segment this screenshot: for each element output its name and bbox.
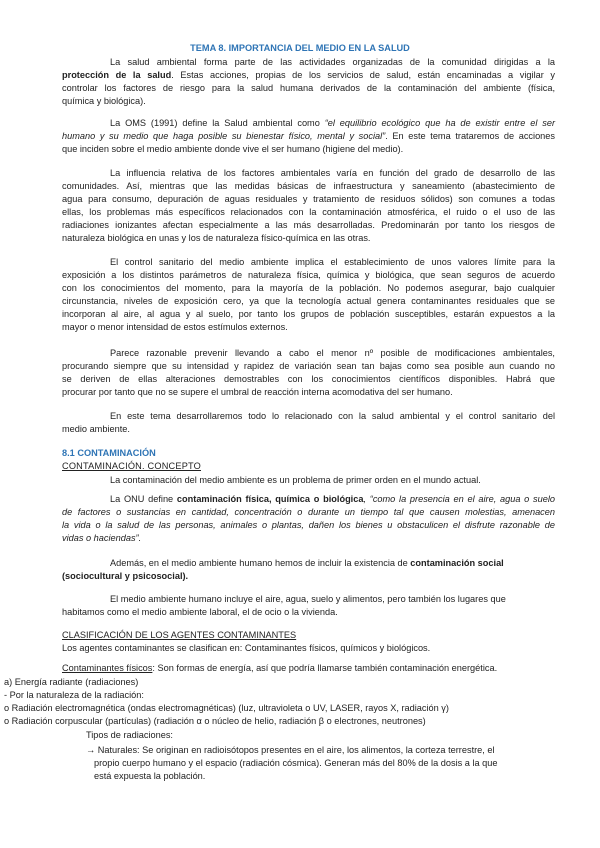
subheading-clasificacion: CLASIFICACIÓN DE LOS AGENTES CONTAMINANTES: [62, 630, 297, 640]
section-heading: 8.1 CONTAMINACIÓN: [62, 448, 156, 458]
page-title: TEMA 8. IMPORTANCIA DEL MEDIO EN LA SALUD: [190, 43, 410, 53]
list-item: Tipos de radiaciones:: [86, 730, 173, 740]
list-item: o Radiación electromagnética (ondas electromagnéticas) (luz, ultravioleta o UV, LASER, rayos X, radiación γ): [4, 703, 449, 713]
clasificacion-line: Los agentes contaminantes se clasifican en: Contaminantes físicos, químicos y biológicos.: [62, 643, 431, 653]
list-item: propio cuerpo humano y el espacio (radiación cósmica). Generan más del 80% de la dosis a la que: [94, 758, 498, 768]
list-item: - Por la naturaleza de la radiación:: [4, 690, 144, 700]
paragraph-contaminacion-intro: La contaminación del medio ambiente es un problema de primer orden en el mundo actual.: [110, 475, 481, 485]
list-item: está expuesta la población.: [94, 771, 206, 781]
document-page: TEMA 8. IMPORTANCIA DEL MEDIO EN LA SALUD La salud ambiental forma parte de las actividades organizadas de la comunidad dirigidas a la protección de la salud. Estas acciones, propias de los servicios de salud, están encaminadas a vigilar y controlar los factores de riesgo para la salud humana derivados de la contaminación del ambiente (física, química y biológica). La OMS (1991) define la Salud ambiental como “el equilibrio ecológico que ha de existir entre el ser humano y su medio que haga posible su bienestar físico, mental y social”. En este tema trataremos de acciones que inciden sobre el medio ambiente donde vive el ser humano (higiene del medio). La influencia relativa de los factores ambientales varía en función del grado de desarrollo de las comunidades. Así, mientras que las medidas básicas de infraestructura y saneamiento (abastecimiento de agua para consumo, depuración de aguas residuales y tratamiento de residuos sólidos) son comunes a todas ellas, los problemas más específicos relacionados con la contaminación atmosférica, el ruido o el uso de las radiaciones ionizantes afectan especialmente a las más desarrolladas. Predominarán por tanto los riesgos de naturaleza biológica en unas y los de naturaleza físico-química en las otras. El control sanitario del medio ambiente implica el establecimiento de unos valores límite para la exposición a los distintos parámetros de naturaleza física, química y biológica, que sean seguros de acuerdo con los conocimientos del momento, para la mayoría de la población. No podemos asegurar, bajo cualquier circunstancia, niveles de exposición cero, ya que la tecnología actual genera contaminantes residuales que se incorporan al aire, al agua y al suelo, por tanto los grupos de población susceptibles, estarán expuestos a la mayor o menor intensidad de estos estímulos externos. Parece razonable prevenir llevando a cabo el menor nº posible de modificaciones ambientales, procurando siempre que su intensidad y rapidez de variación sean tan bajas como sea posible aun cuando no se deriven de ellas alteraciones demostrables con los conocimientos científicos disponibles. Habrá que procurar por tanto que no se supere el umbral de reacción interna acomodativa del ser humano. En este tema desarrollaremos todo lo relacionado con la salud ambiental y el control sanitario del medio ambiente. 8.1 CONTAMINACIÓN CONTAMINACIÓN. CONCEPTO La contaminación del medio ambiente es un problema de primer orden en el mundo actual. La ONU define contaminación física, química o biológica, “como la presencia en el aire, agua o suelo de factores o sustancias en cantidad, concentración o durante un tiempo tal que causen molestias, amenacen la vida o la salud de las personas, animales o plantas, dañen los bienes u obstaculicen el disfrute razonable de vidas o haciendas”. Además, en el medio ambiente humano hemos de incluir la existencia de contaminación social (sociocultural y psicosocial). El medio ambiente humano incluye el aire, agua, suelo y alimentos, pero también los lugares que habitamos como el medio ambiente laboral, el de ocio o la vivienda. CLASIFICACIÓN DE LOS AGENTES CONTAMINANTES Los agentes contaminantes se clasifican en: Contaminantes físicos, químicos y biológicos. Contaminantes físicos: Son formas de energía, así que podría llamarse también contaminación energética. a) Energía radiante (radiaciones) - Por la naturaleza de la radiación: o Radiación electromagnética (ondas electromagnéticas) (luz, ultravioleta o UV, LASER, rayos X, radiación γ) o Radiación corpuscular (partículas) (radiación α o núcleo de helio, radiación β o electrones, neutrones) Tipos de radiaciones: → Naturales: Se originan en radioisótopos presentes en el aire, los alimentos, la corteza terrestre, el propio cuerpo humano y el espacio (radiación cósmica). Generan más del 80% de la dosis a la que está expuesta la población.: [0, 0, 600, 848]
subheading-concepto: CONTAMINACIÓN. CONCEPTO: [62, 461, 202, 471]
list-item: a) Energía radiante (radiaciones): [4, 677, 139, 687]
list-item: o Radiación corpuscular (partículas) (radiación α o núcleo de helio, radiación β o electrones, neutrones): [4, 716, 426, 726]
list-item: → Naturales: Se originan en radioisótopos presentes en el aire, los alimentos, la corteza terrestre, el: [86, 745, 495, 755]
contaminantes-fisicos-line: Contaminantes físicos: Son formas de energía, así que podría llamarse también contaminación energética.: [62, 663, 498, 673]
